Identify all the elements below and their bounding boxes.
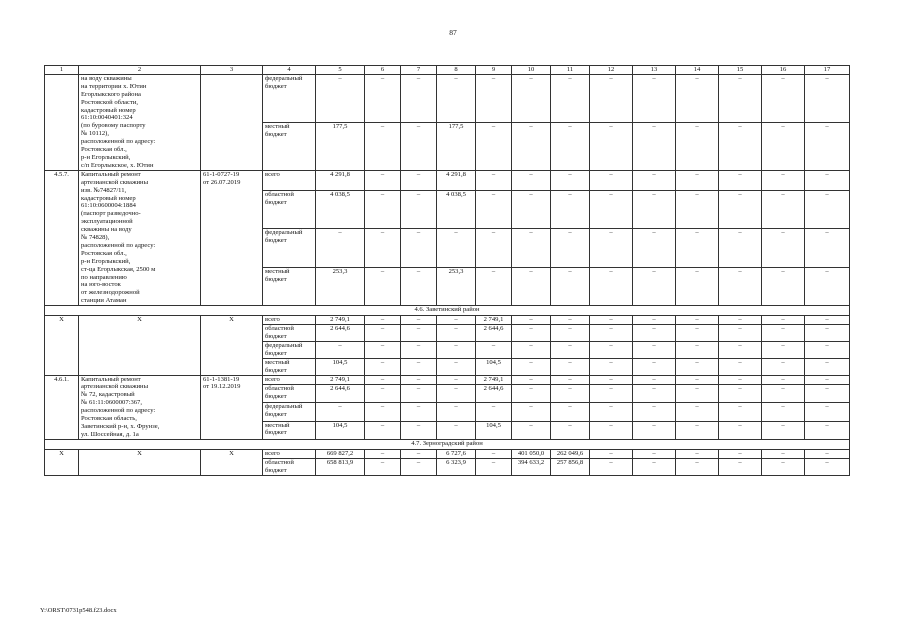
value-cell: – <box>719 74 762 122</box>
value-cell: 2 644,6 <box>316 385 365 403</box>
value-cell: – <box>590 316 633 325</box>
value-cell: – <box>762 316 805 325</box>
value-cell: – <box>719 122 762 170</box>
value-cell: – <box>476 122 512 170</box>
value-cell: 104,5 <box>476 358 512 375</box>
value-cell: – <box>437 316 476 325</box>
funding-source: федеральный бюджет <box>263 74 316 122</box>
value-cell: – <box>590 191 633 229</box>
value-cell: – <box>633 191 676 229</box>
value-cell: – <box>676 403 719 421</box>
value-cell: – <box>633 325 676 342</box>
value-cell: 2 644,6 <box>476 385 512 403</box>
value-cell: – <box>590 325 633 342</box>
section-title: 4.6. Заветинский район <box>45 306 850 316</box>
value-cell: – <box>633 267 676 305</box>
value-cell: – <box>512 375 551 385</box>
value-cell: – <box>633 229 676 267</box>
value-cell: – <box>551 403 590 421</box>
value-cell: – <box>365 74 401 122</box>
column-header: 12 <box>590 66 633 75</box>
value-cell: – <box>365 375 401 385</box>
value-cell: – <box>401 122 437 170</box>
value-cell: 262 049,6 <box>551 449 590 458</box>
value-cell: – <box>365 449 401 458</box>
value-cell: – <box>719 341 762 358</box>
value-cell: – <box>551 267 590 305</box>
value-cell: 401 050,0 <box>512 449 551 458</box>
value-cell: – <box>316 403 365 421</box>
item-description: Капитальный ремонт артезианской скважины № 72, кадастровый № 61:11:0600007:367, расположенной по адресу: Ростовская область, Заветинский р-н, х. Фрунзе, ул. Шоссейная, д. 1а <box>79 375 201 439</box>
value-cell: – <box>719 458 762 475</box>
value-cell: – <box>676 267 719 305</box>
item-reference: 61-1-1381-19 от 19.12.2019 <box>201 375 263 439</box>
value-cell: – <box>512 191 551 229</box>
value-cell: – <box>401 341 437 358</box>
value-cell: 177,5 <box>316 122 365 170</box>
value-cell: – <box>676 421 719 439</box>
value-cell: – <box>805 403 850 421</box>
value-cell: 177,5 <box>437 122 476 170</box>
section-title: 4.7. Зерноградский район <box>45 439 850 449</box>
item-number: 4.5.7. <box>45 170 79 305</box>
value-cell: 4 038,5 <box>437 191 476 229</box>
value-cell: – <box>676 358 719 375</box>
value-cell: – <box>805 358 850 375</box>
value-cell: – <box>551 122 590 170</box>
column-header: 7 <box>401 66 437 75</box>
column-header: 13 <box>633 66 676 75</box>
value-cell: – <box>512 170 551 190</box>
value-cell: 104,5 <box>316 421 365 439</box>
value-cell: – <box>551 341 590 358</box>
value-cell: 253,3 <box>316 267 365 305</box>
value-cell: – <box>476 170 512 190</box>
value-cell: – <box>633 341 676 358</box>
value-cell: – <box>551 229 590 267</box>
value-cell: – <box>551 358 590 375</box>
value-cell: – <box>633 403 676 421</box>
value-cell: – <box>476 267 512 305</box>
value-cell: 253,3 <box>437 267 476 305</box>
value-cell: 104,5 <box>316 358 365 375</box>
funding-source: федеральный бюджет <box>263 229 316 267</box>
funding-source: областной бюджет <box>263 385 316 403</box>
item-description: Х <box>79 449 201 475</box>
value-cell: 4 291,8 <box>437 170 476 190</box>
value-cell: – <box>401 458 437 475</box>
column-header: 3 <box>201 66 263 75</box>
header-row <box>45 66 850 75</box>
column-header: 11 <box>551 66 590 75</box>
value-cell: – <box>590 170 633 190</box>
item-reference: Х <box>201 316 263 375</box>
value-cell: – <box>316 229 365 267</box>
value-cell: – <box>676 341 719 358</box>
column-header: 6 <box>365 66 401 75</box>
value-cell: – <box>512 316 551 325</box>
funding-source: местный бюджет <box>263 122 316 170</box>
value-cell: – <box>476 341 512 358</box>
value-cell: 2 749,1 <box>316 316 365 325</box>
value-cell: – <box>762 170 805 190</box>
value-cell: – <box>365 316 401 325</box>
value-cell: – <box>762 458 805 475</box>
value-cell: – <box>551 375 590 385</box>
value-cell: – <box>590 74 633 122</box>
value-cell: 658 813,9 <box>316 458 365 475</box>
value-cell: – <box>719 375 762 385</box>
value-cell: – <box>365 191 401 229</box>
item-reference: 61-1-0727-19 от 26.07.2019 <box>201 170 263 305</box>
funding-source: всего <box>263 375 316 385</box>
funding-source: областной бюджет <box>263 191 316 229</box>
item-description: Капитальный ремонт артезианской скважины изв. №74827/11, кадастровый номер 61:10:0600004:1884 (паспорт разведочно- эксплуатационной скважины на воду № 74828), расположенной по адресу: Ростовская обл., р-н Егорлыкский, ст-ца Егорлыкская, 2500 м по направлению на юго-восток от железнодорожной станции Атаман <box>79 170 201 305</box>
value-cell: – <box>676 375 719 385</box>
value-cell: 104,5 <box>476 421 512 439</box>
value-cell: – <box>676 316 719 325</box>
value-cell: – <box>365 385 401 403</box>
funding-source: областной бюджет <box>263 325 316 342</box>
funding-source: всего <box>263 316 316 325</box>
value-cell: – <box>762 375 805 385</box>
value-cell: – <box>805 170 850 190</box>
table-row <box>45 375 850 385</box>
value-cell: – <box>512 421 551 439</box>
value-cell: 6 727,6 <box>437 449 476 458</box>
value-cell: – <box>633 170 676 190</box>
value-cell: – <box>401 375 437 385</box>
value-cell: – <box>401 170 437 190</box>
value-cell: – <box>590 449 633 458</box>
value-cell: – <box>805 316 850 325</box>
value-cell: – <box>476 403 512 421</box>
section-row <box>45 306 850 316</box>
funding-source: всего <box>263 170 316 190</box>
value-cell: – <box>437 403 476 421</box>
value-cell: 4 291,8 <box>316 170 365 190</box>
value-cell: – <box>719 385 762 403</box>
value-cell: – <box>676 170 719 190</box>
column-header: 1 <box>45 66 79 75</box>
funding-source: федеральный бюджет <box>263 341 316 358</box>
value-cell: – <box>590 403 633 421</box>
value-cell: 669 827,2 <box>316 449 365 458</box>
value-cell: – <box>365 458 401 475</box>
value-cell: – <box>805 375 850 385</box>
value-cell: – <box>437 74 476 122</box>
value-cell: – <box>590 385 633 403</box>
table-row <box>45 170 850 190</box>
value-cell: – <box>633 316 676 325</box>
value-cell: – <box>437 341 476 358</box>
table-row <box>45 74 850 122</box>
value-cell: – <box>633 375 676 385</box>
value-cell: – <box>805 229 850 267</box>
value-cell: – <box>805 341 850 358</box>
budget-table <box>44 65 850 476</box>
value-cell: – <box>590 358 633 375</box>
value-cell: – <box>719 191 762 229</box>
value-cell: – <box>719 229 762 267</box>
value-cell: – <box>762 325 805 342</box>
column-header: 8 <box>437 66 476 75</box>
value-cell: – <box>316 74 365 122</box>
value-cell: – <box>365 341 401 358</box>
value-cell: – <box>437 229 476 267</box>
value-cell: – <box>676 229 719 267</box>
value-cell: – <box>512 358 551 375</box>
value-cell: – <box>437 385 476 403</box>
value-cell: – <box>512 267 551 305</box>
funding-source: всего <box>263 449 316 458</box>
value-cell: – <box>590 341 633 358</box>
value-cell: – <box>512 229 551 267</box>
value-cell: – <box>676 458 719 475</box>
value-cell: – <box>719 449 762 458</box>
value-cell: – <box>805 191 850 229</box>
item-number: 4.6.1. <box>45 375 79 439</box>
value-cell: – <box>762 229 805 267</box>
value-cell: – <box>401 449 437 458</box>
value-cell: – <box>476 229 512 267</box>
value-cell: – <box>551 74 590 122</box>
value-cell: – <box>676 385 719 403</box>
value-cell: – <box>401 191 437 229</box>
column-header: 17 <box>805 66 850 75</box>
value-cell: – <box>805 458 850 475</box>
value-cell: 2 749,1 <box>476 316 512 325</box>
funding-source: областной бюджет <box>263 458 316 475</box>
item-description: на воду скважины на территории х. Ютин Егорлыкского района Ростовской области, кадастровый номер 61:10:0040401:324 (по буровому паспорту № 10112), расположенной по адресу: Ростовская обл., р-н Егорлыкский, с/п Егорлыкское, х. Ютин <box>79 74 201 170</box>
item-reference: Х <box>201 449 263 475</box>
value-cell: – <box>762 358 805 375</box>
value-cell: – <box>401 229 437 267</box>
value-cell: – <box>762 191 805 229</box>
value-cell: – <box>762 385 805 403</box>
value-cell: – <box>805 122 850 170</box>
column-header: 4 <box>263 66 316 75</box>
value-cell: – <box>590 267 633 305</box>
value-cell: 2 749,1 <box>316 375 365 385</box>
value-cell: – <box>476 458 512 475</box>
value-cell: – <box>633 122 676 170</box>
value-cell: – <box>437 375 476 385</box>
value-cell: – <box>676 191 719 229</box>
item-description: Х <box>79 316 201 375</box>
value-cell: 2 749,1 <box>476 375 512 385</box>
value-cell: – <box>762 122 805 170</box>
value-cell: – <box>512 74 551 122</box>
value-cell: – <box>551 170 590 190</box>
value-cell: – <box>551 316 590 325</box>
value-cell: – <box>365 267 401 305</box>
value-cell: – <box>401 403 437 421</box>
value-cell: – <box>719 316 762 325</box>
value-cell: – <box>676 122 719 170</box>
item-number: Х <box>45 316 79 375</box>
value-cell: – <box>476 449 512 458</box>
section-row <box>45 439 850 449</box>
value-cell: 2 644,6 <box>476 325 512 342</box>
value-cell: – <box>805 74 850 122</box>
value-cell: – <box>512 403 551 421</box>
value-cell: – <box>551 385 590 403</box>
column-header: 9 <box>476 66 512 75</box>
value-cell: – <box>719 267 762 305</box>
value-cell: – <box>633 385 676 403</box>
value-cell: – <box>805 267 850 305</box>
value-cell: – <box>365 170 401 190</box>
value-cell: – <box>437 421 476 439</box>
funding-source: местный бюджет <box>263 267 316 305</box>
value-cell: – <box>719 325 762 342</box>
value-cell: – <box>512 325 551 342</box>
funding-source: местный бюджет <box>263 421 316 439</box>
value-cell: – <box>476 191 512 229</box>
value-cell: – <box>512 341 551 358</box>
value-cell: – <box>590 458 633 475</box>
value-cell: – <box>633 421 676 439</box>
value-cell: – <box>590 122 633 170</box>
value-cell: – <box>437 358 476 375</box>
value-cell: – <box>401 421 437 439</box>
column-header: 10 <box>512 66 551 75</box>
value-cell: 257 856,8 <box>551 458 590 475</box>
value-cell: – <box>805 421 850 439</box>
value-cell: – <box>512 385 551 403</box>
value-cell: 2 644,6 <box>316 325 365 342</box>
value-cell: – <box>316 341 365 358</box>
value-cell: – <box>401 325 437 342</box>
value-cell: – <box>512 122 551 170</box>
value-cell: – <box>762 267 805 305</box>
column-header: 5 <box>316 66 365 75</box>
value-cell: – <box>633 449 676 458</box>
value-cell: – <box>719 421 762 439</box>
value-cell: – <box>805 449 850 458</box>
value-cell: – <box>762 341 805 358</box>
value-cell: – <box>551 191 590 229</box>
column-header: 15 <box>719 66 762 75</box>
value-cell: – <box>476 74 512 122</box>
value-cell: – <box>401 385 437 403</box>
value-cell: – <box>365 122 401 170</box>
value-cell: – <box>365 403 401 421</box>
value-cell: – <box>365 421 401 439</box>
item-reference <box>201 74 263 170</box>
value-cell: – <box>676 449 719 458</box>
value-cell: – <box>805 325 850 342</box>
value-cell: – <box>762 449 805 458</box>
value-cell: – <box>805 385 850 403</box>
value-cell: – <box>590 421 633 439</box>
column-header: 2 <box>79 66 201 75</box>
value-cell: – <box>401 267 437 305</box>
item-number <box>45 74 79 170</box>
column-header: 16 <box>762 66 805 75</box>
value-cell: – <box>401 358 437 375</box>
value-cell: – <box>365 358 401 375</box>
item-number: Х <box>45 449 79 475</box>
value-cell: – <box>437 325 476 342</box>
value-cell: – <box>633 458 676 475</box>
funding-source: федеральный бюджет <box>263 403 316 421</box>
value-cell: 394 633,2 <box>512 458 551 475</box>
value-cell: – <box>590 229 633 267</box>
footer-path: Y:\ORST\0731p548.f23.docx <box>40 607 117 614</box>
value-cell: 6 323,9 <box>437 458 476 475</box>
value-cell: – <box>719 170 762 190</box>
value-cell: – <box>633 358 676 375</box>
value-cell: – <box>719 358 762 375</box>
page-number: 87 <box>449 28 457 37</box>
value-cell: – <box>676 74 719 122</box>
funding-source: местный бюджет <box>263 358 316 375</box>
table-row <box>45 449 850 458</box>
value-cell: – <box>365 229 401 267</box>
value-cell: – <box>365 325 401 342</box>
value-cell: – <box>633 74 676 122</box>
table-row <box>45 316 850 325</box>
value-cell: – <box>590 375 633 385</box>
value-cell: – <box>762 403 805 421</box>
value-cell: – <box>401 74 437 122</box>
column-header: 14 <box>676 66 719 75</box>
value-cell: – <box>762 421 805 439</box>
value-cell: – <box>719 403 762 421</box>
value-cell: – <box>676 325 719 342</box>
value-cell: – <box>551 325 590 342</box>
value-cell: – <box>762 74 805 122</box>
value-cell: 4 038,5 <box>316 191 365 229</box>
value-cell: – <box>401 316 437 325</box>
value-cell: – <box>551 421 590 439</box>
